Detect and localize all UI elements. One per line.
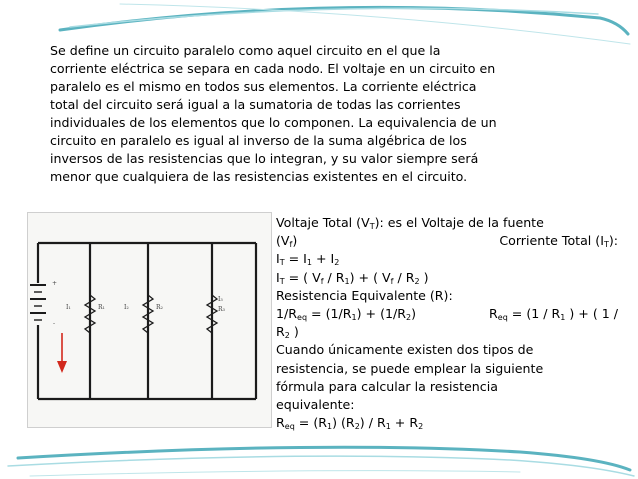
circuit-svg (28, 213, 271, 427)
formula-line-7: $R_2$ ) (276, 324, 299, 341)
paragraph-line: individuales de los elementos que lo componen. La equivalencia de un (50, 115, 497, 130)
total-current-label (499, 232, 618, 250)
formula-line-10: fórmula para calcular la resistencia (276, 378, 498, 394)
text: Corriente Total (I (499, 233, 604, 249)
paragraph-line: paralelo es el mismo en todos sus elementos. La corriente eléctrica (50, 79, 477, 94)
formula-line-5: Resistencia Equivalente (R): (276, 287, 453, 303)
formula-line-4: $I_T$ = ( $V_f / R_1$) + ( $V_f / R_2$ ) (276, 269, 429, 286)
formula-line-12: $R_{eq} = (R_1)$ $(R_2) / R_1 + R_2$ (276, 415, 424, 432)
paragraph-line: Se define un circuito paralelo como aquel circuito en el que la (50, 43, 441, 58)
text: $1/R_{eq} = (1/R_1) + (1/R_2)$ (276, 306, 417, 323)
label-i3: I₃ (218, 296, 223, 303)
label-r1: R₁ (98, 304, 105, 311)
text: ) (292, 233, 298, 249)
text: ): (608, 233, 618, 249)
battery-plus-label: + (52, 280, 58, 287)
label-i1: I₁ (66, 304, 71, 311)
intro-paragraph (50, 42, 598, 186)
circuit-diagram (27, 212, 272, 428)
formulas-block (276, 214, 618, 432)
label-r3: R₃ (218, 306, 225, 313)
formula-line-6 (276, 305, 618, 323)
text: Voltaje Total (V (276, 215, 370, 230)
subscript: f (289, 240, 293, 250)
paragraph-line: circuito en paralelo es igual al inverso de la suma algébrica de los (50, 133, 467, 148)
swoosh-bottom-3 (30, 471, 520, 476)
battery-minus-label: - (53, 320, 56, 327)
swoosh-top-3 (120, 4, 630, 44)
label-r2: R₂ (156, 304, 163, 311)
paragraph-line: inversos de las resistencias que lo integran, y su valor siempre será (50, 151, 479, 166)
paragraph-line: total del circuito será igual a la sumatoria de todas las corrientes (50, 97, 461, 112)
text: $R_{eq} = (1 / R_1$ ) + ( 1 / (489, 306, 618, 323)
subscript: T (603, 240, 609, 250)
text: ): es el Voltaje de la fuente (374, 215, 544, 230)
text: (V (276, 233, 290, 249)
label-i2: I₂ (124, 304, 129, 311)
battery (30, 285, 46, 320)
formula-line-8: Cuando únicamente existen dos tipos de (276, 342, 534, 358)
subscript: T (369, 222, 375, 231)
paragraph-line: menor que cualquiera de las resistencias existentes en el circuito. (50, 169, 468, 184)
formula-line-1 (276, 214, 618, 232)
formula-line-11: equivalente: (276, 397, 355, 413)
paragraph-line: corriente eléctrica se separa en cada nodo. El voltaje en un circuito en (50, 61, 496, 76)
swoosh-bottom-2 (8, 456, 634, 476)
swoosh-bottom-1 (18, 447, 630, 470)
formula-line-9: resistencia, se puede emplear la siguiente (276, 360, 544, 376)
formula-line-2 (276, 232, 618, 250)
formula-line-3: $I_T = I_1 + I_2$ (276, 251, 340, 268)
current-arrow (57, 333, 67, 373)
